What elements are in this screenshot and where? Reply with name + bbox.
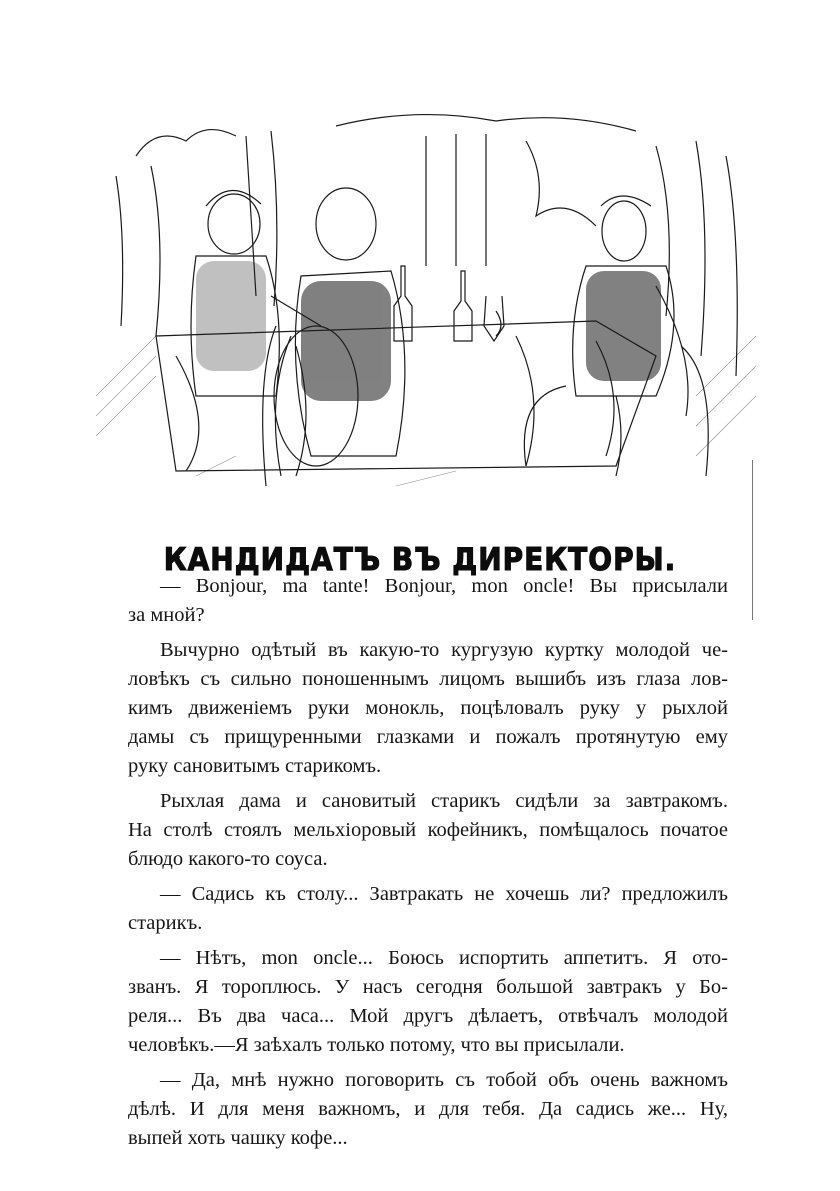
text-line: дамы съ прищуренными глазками и пожалъ протянутую ему [128,726,728,748]
text-line: Рыхлая дама и сановитый старикъ сидѣли за завтракомъ. [160,790,728,812]
text-line: дѣлѣ. И для меня важномъ, и для тебя. Да садись же... Ну, [128,1098,728,1120]
paragraph-1 [128,572,728,630]
text-line: за мной? [128,604,205,626]
text-line: званъ. Я тороплюсь. У насъ сегодня большой завтракъ у Бо- [128,976,728,998]
text-line: — Нѣтъ, mon oncle... Боюсь испортить аппетитъ. Я ото- [160,947,728,969]
text-line: — Bonjour, ma tante! Bonjour, mon oncle! Вы присылали [160,575,728,597]
paragraph-4 [128,880,728,938]
chapter-body [128,572,728,1159]
paragraph-6 [128,1066,728,1153]
text-line: человѣкъ.—Я заѣхалъ только потому, что вы присылали. [128,1034,625,1056]
text-line: На столѣ стоялъ мельхіоровый кофейникъ, помѣщалось початое [128,819,728,841]
text-line: — Да, мнѣ нужно поговорить съ тобой объ очень важномъ [160,1069,728,1091]
paragraph-5 [128,944,728,1060]
text-line: блюдо какого-то соуса. [128,848,328,870]
margin-line [752,460,753,620]
text-line: старикъ. [128,912,203,934]
text-line: — Садись къ столу... Завтракать не хочешь ли? предложилъ [160,883,728,905]
text-line: реля... Въ два часа... Мой другъ дѣлаетъ, отвѣчалъ молодой [128,1005,728,1027]
dining-scene-engraving [96,96,756,491]
paragraph-2 [128,636,728,781]
text-line: выпей хоть чашку кофе... [128,1127,348,1149]
text-line: ловѣкъ съ сильно поношеннымъ лицомъ вышибъ изъ глаза лов- [128,668,728,690]
paragraph-3 [128,787,728,874]
chapter-title-text: КАНДИДАТЪ ВЪ ДИРЕКТОРЫ. [163,540,677,578]
text-line: кимъ движеніемъ руки монокль, поцѣловалъ руку у рыхлой [128,697,728,719]
text-line: Вычурно одѣтый въ какую-то кургузую куртку молодой че- [160,639,728,661]
text-line: руку сановитымъ старикомъ. [128,755,382,777]
